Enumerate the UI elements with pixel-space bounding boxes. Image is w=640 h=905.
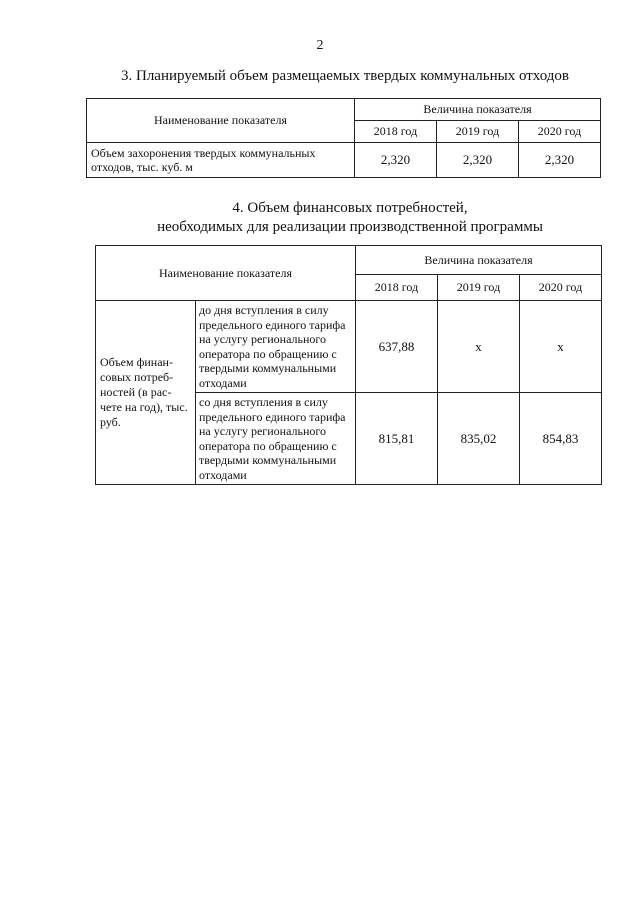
section-3-title: 3. Планируемый объем размещаемых твердых коммунальных отходов: [120, 68, 570, 84]
value-2019: 835,02: [438, 393, 520, 485]
page-number: 2: [316, 38, 324, 53]
year-header-2018: 2018 год: [355, 121, 437, 143]
condition-before: до дня вступления в силу предельного единого тарифа на услугу регионального оператора по обращению с твердыми коммунальными отходами: [196, 301, 356, 393]
year-header-2020: 2020 год: [519, 121, 601, 143]
value-2020: х: [520, 301, 602, 393]
table-row: [87, 143, 601, 178]
value-2020: 2,320: [519, 143, 601, 178]
year-header-2018: 2018 год: [356, 275, 438, 301]
year-header-2019: 2019 год: [437, 121, 519, 143]
section-4-title-line-2: необходимых для реализации производственной программы: [157, 219, 543, 235]
name-header: Наименование показателя: [87, 99, 355, 143]
value-2018: 815,81: [356, 393, 438, 485]
year-header-2020: 2020 год: [520, 275, 602, 301]
table-row: [96, 301, 602, 393]
section-4-title: [70, 199, 630, 237]
value-2019: 2,320: [437, 143, 519, 178]
financial-needs-table: [95, 245, 602, 485]
value-header: Величина показателя: [356, 246, 602, 275]
value-2018: 637,88: [356, 301, 438, 393]
name-header: Наименование показателя: [96, 246, 356, 301]
value-header: Величина показателя: [355, 99, 601, 121]
year-header-2019: 2019 год: [438, 275, 520, 301]
section-4-title-line-1: 4. Объем финансовых потребностей,: [232, 200, 468, 216]
value-2019: х: [438, 301, 520, 393]
value-2020: 854,83: [520, 393, 602, 485]
group-label: Объем финан-совых потреб-ностей (в рас-чете на год), тыс. руб.: [96, 301, 196, 485]
condition-after: со дня вступления в силу предельного единого тарифа на услугу регионального оператора по обращению с твердыми коммунальными отходами: [196, 393, 356, 485]
planned-waste-volume-table: [86, 98, 601, 178]
value-2018: 2,320: [355, 143, 437, 178]
row-label: Объем захоронения твердых коммунальных отходов, тыс. куб. м: [87, 143, 355, 178]
